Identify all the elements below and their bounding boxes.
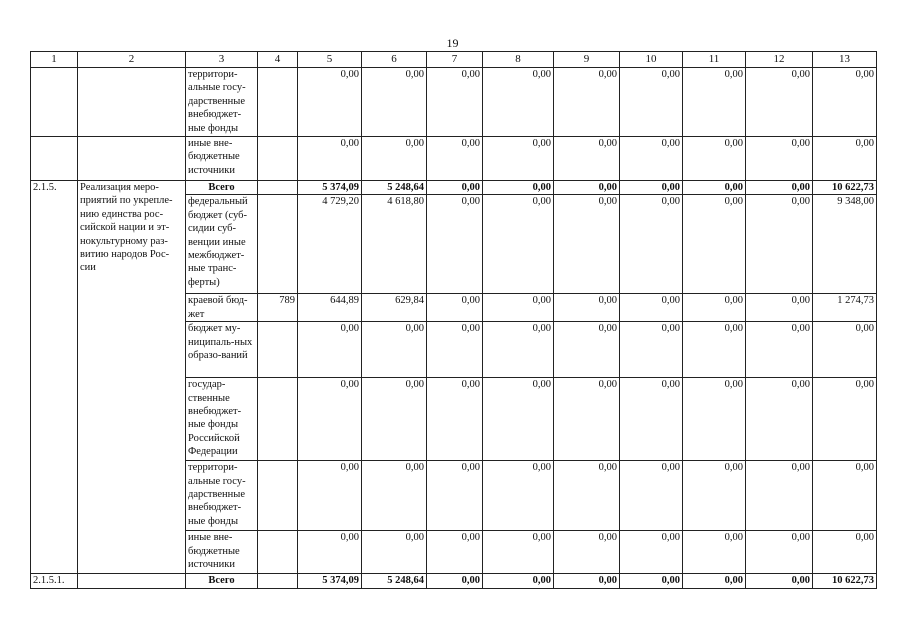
funding-table [30, 51, 877, 589]
total-amount: 0,00 [746, 181, 813, 195]
column-number: 9 [554, 52, 620, 68]
amount-cell: 0,00 [362, 322, 427, 378]
budget-code-cell [258, 531, 298, 574]
amount-cell: 0,00 [362, 378, 427, 461]
item-title-cell [78, 137, 186, 181]
amount-cell: 0,00 [683, 68, 746, 137]
item-code: 2.1.5. [31, 181, 78, 574]
column-number-row [31, 52, 877, 68]
amount-cell: 0,00 [298, 137, 362, 181]
total-amount: 0,00 [554, 574, 620, 588]
amount-cell: 0,00 [483, 378, 554, 461]
amount-cell: 0,00 [427, 195, 483, 294]
amount-cell: 0,00 [298, 531, 362, 574]
amount-cell: 0,00 [620, 294, 683, 322]
total-amount: 5 248,64 [362, 574, 427, 588]
amount-cell: 0,00 [683, 137, 746, 181]
amount-cell: 0,00 [620, 378, 683, 461]
funding-source-label: федеральный бюджет (суб-сидии суб-венции иные межбюджет-ные транс-ферты) [186, 195, 258, 294]
amount-cell: 0,00 [362, 461, 427, 531]
amount-cell: 0,00 [746, 461, 813, 531]
budget-code-cell [258, 378, 298, 461]
amount-cell: 0,00 [620, 137, 683, 181]
amount-cell: 0,00 [683, 378, 746, 461]
funding-source-row [31, 68, 877, 137]
amount-cell: 644,89 [298, 294, 362, 322]
amount-cell: 0,00 [427, 531, 483, 574]
amount-cell: 0,00 [427, 461, 483, 531]
amount-cell: 0,00 [298, 461, 362, 531]
page-number: 19 [446, 36, 459, 50]
budget-code-cell [258, 195, 298, 294]
total-row [31, 181, 877, 195]
amount-cell: 0,00 [483, 68, 554, 137]
amount-cell: 0,00 [683, 322, 746, 378]
amount-cell: 0,00 [483, 294, 554, 322]
amount-cell: 0,00 [746, 68, 813, 137]
amount-cell: 0,00 [813, 68, 877, 137]
item-title-cell [78, 68, 186, 137]
budget-code-cell [258, 68, 298, 137]
column-number: 11 [683, 52, 746, 68]
amount-cell: 629,84 [362, 294, 427, 322]
amount-cell: 0,00 [554, 378, 620, 461]
column-number: 4 [258, 52, 298, 68]
column-number: 2 [78, 52, 186, 68]
total-amount: 10 622,73 [813, 574, 877, 588]
amount-cell: 0,00 [620, 531, 683, 574]
budget-code-cell: 789 [258, 294, 298, 322]
amount-cell: 0,00 [746, 378, 813, 461]
amount-cell: 0,00 [427, 322, 483, 378]
amount-cell: 0,00 [746, 294, 813, 322]
amount-cell: 0,00 [683, 461, 746, 531]
amount-cell: 0,00 [813, 531, 877, 574]
total-amount: 0,00 [483, 181, 554, 195]
amount-cell: 0,00 [620, 68, 683, 137]
column-number: 13 [813, 52, 877, 68]
amount-cell: 0,00 [554, 137, 620, 181]
amount-cell: 0,00 [620, 461, 683, 531]
total-amount: 5 374,09 [298, 574, 362, 588]
amount-cell: 0,00 [298, 322, 362, 378]
amount-cell: 0,00 [683, 531, 746, 574]
item-code-cell [31, 137, 78, 181]
amount-cell: 0,00 [813, 461, 877, 531]
column-number: 1 [31, 52, 78, 68]
amount-cell: 0,00 [362, 531, 427, 574]
amount-cell: 0,00 [554, 294, 620, 322]
budget-code-cell [258, 574, 298, 588]
total-row [31, 574, 877, 588]
column-number: 8 [483, 52, 554, 68]
item-title: Реализация меро-приятий по укрепле-нию единства рос-сийской нации и эт-нокультурному раз-витию народов Рос-сии [78, 181, 186, 574]
funding-source-row [31, 137, 877, 181]
amount-cell: 0,00 [554, 461, 620, 531]
amount-cell: 0,00 [746, 531, 813, 574]
column-number: 12 [746, 52, 813, 68]
total-amount: 0,00 [683, 574, 746, 588]
total-amount: 0,00 [620, 574, 683, 588]
amount-cell: 0,00 [554, 322, 620, 378]
amount-cell: 0,00 [427, 137, 483, 181]
budget-code-cell [258, 137, 298, 181]
amount-cell: 0,00 [620, 322, 683, 378]
funding-source-label: иные вне-бюджетные источники [186, 531, 258, 574]
total-amount: 0,00 [746, 574, 813, 588]
table-body [31, 52, 877, 589]
column-number: 7 [427, 52, 483, 68]
total-label: Всего [186, 181, 258, 195]
amount-cell: 4 618,80 [362, 195, 427, 294]
amount-cell: 0,00 [620, 195, 683, 294]
budget-code-cell [258, 322, 298, 378]
funding-source-label: государ-ственные внебюджет-ные фонды Российской Федерации [186, 378, 258, 461]
amount-cell: 0,00 [427, 378, 483, 461]
amount-cell: 0,00 [362, 68, 427, 137]
amount-cell: 0,00 [554, 195, 620, 294]
amount-cell: 0,00 [298, 68, 362, 137]
amount-cell: 0,00 [362, 137, 427, 181]
total-amount: 0,00 [554, 181, 620, 195]
total-amount: 0,00 [427, 574, 483, 588]
total-amount: 0,00 [483, 574, 554, 588]
amount-cell: 0,00 [483, 531, 554, 574]
amount-cell: 0,00 [483, 137, 554, 181]
total-amount: 0,00 [683, 181, 746, 195]
budget-code-cell [258, 461, 298, 531]
amount-cell: 0,00 [298, 378, 362, 461]
item-code-cell [31, 68, 78, 137]
total-amount: 5 374,09 [298, 181, 362, 195]
amount-cell: 0,00 [427, 68, 483, 137]
amount-cell: 0,00 [813, 322, 877, 378]
amount-cell: 0,00 [746, 137, 813, 181]
column-number: 5 [298, 52, 362, 68]
amount-cell: 0,00 [813, 137, 877, 181]
total-amount: 5 248,64 [362, 181, 427, 195]
amount-cell: 0,00 [554, 531, 620, 574]
total-amount: 10 622,73 [813, 181, 877, 195]
amount-cell: 0,00 [746, 322, 813, 378]
budget-code-cell [258, 181, 298, 195]
item-title [78, 574, 186, 588]
funding-source-label: бюджет му-ниципаль-ных образо-ваний [186, 322, 258, 378]
amount-cell: 0,00 [683, 294, 746, 322]
funding-source-label: территори-альные госу-дарственные внебюджет-ные фонды [186, 461, 258, 531]
total-label: Всего [186, 574, 258, 588]
column-number: 6 [362, 52, 427, 68]
item-code: 2.1.5.1. [31, 574, 78, 588]
total-amount: 0,00 [427, 181, 483, 195]
amount-cell: 0,00 [813, 378, 877, 461]
amount-cell: 0,00 [683, 195, 746, 294]
column-number: 10 [620, 52, 683, 68]
funding-source-label: краевой бюд-жет [186, 294, 258, 322]
amount-cell: 0,00 [554, 68, 620, 137]
amount-cell: 0,00 [483, 195, 554, 294]
amount-cell: 1 274,73 [813, 294, 877, 322]
column-number: 3 [186, 52, 258, 68]
funding-source-label: территори-альные госу-дарственные внебюджет-ные фонды [186, 68, 258, 137]
amount-cell: 0,00 [746, 195, 813, 294]
amount-cell: 0,00 [427, 294, 483, 322]
amount-cell: 0,00 [483, 322, 554, 378]
amount-cell: 0,00 [483, 461, 554, 531]
amount-cell: 4 729,20 [298, 195, 362, 294]
funding-source-label: иные вне-бюджетные источники [186, 137, 258, 181]
total-amount: 0,00 [620, 181, 683, 195]
amount-cell: 9 348,00 [813, 195, 877, 294]
